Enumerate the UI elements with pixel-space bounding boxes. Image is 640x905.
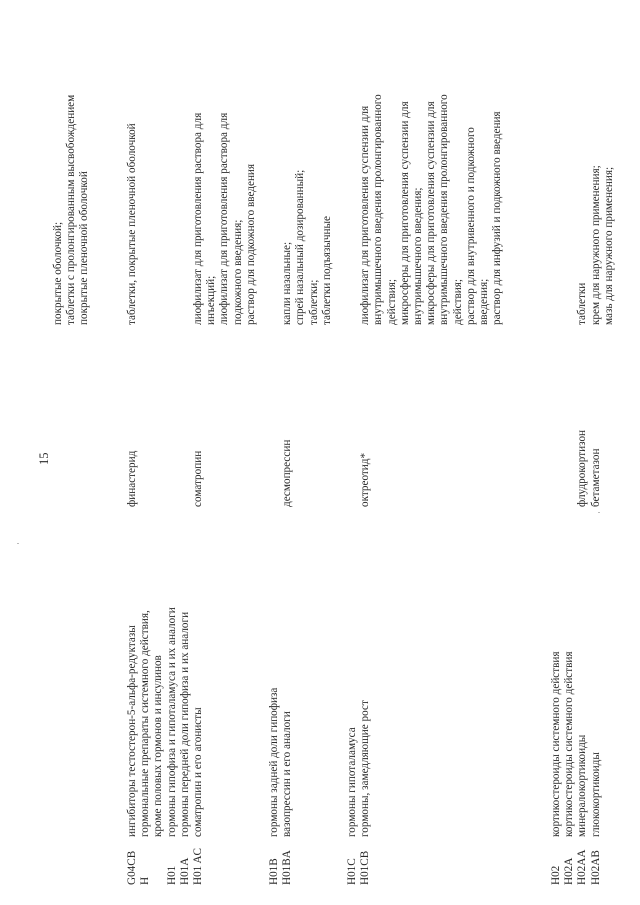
dosage-form: раствор для инфузий и подкожного введения [491, 111, 504, 325]
dosage-form: микросферы для приготовления суспензии для [398, 101, 411, 325]
drug-name-cell [126, 367, 205, 507]
drug-name-cell [550, 367, 603, 507]
dosage-form: спрей назальный дозированный; [294, 169, 307, 325]
dosage-form: действия; [451, 278, 464, 325]
atc-code: H01C [346, 858, 358, 885]
group-name: гормоны гипоталамуса [346, 727, 358, 837]
dosage-form [139, 0, 152, 325]
dosage-form-cell [346, 0, 504, 325]
group-name: гормоны, замедляющие рост [359, 700, 372, 837]
dosage-form [152, 0, 165, 325]
drug-name-cell [268, 367, 294, 507]
dosage-form: таблетки [576, 282, 589, 325]
drug-name [563, 367, 576, 507]
dosage-form: капли назальные; [281, 241, 294, 325]
atc-code: H01A [178, 857, 191, 885]
drug-name: десмопрессин [281, 439, 294, 507]
dosage-form: действия; [385, 278, 398, 325]
drug-name: флудрокортизон [576, 429, 589, 507]
drug-name [550, 367, 563, 507]
dosage-form: лиофилизат для приготовления суспензии для [359, 105, 372, 325]
dosage-form: покрытые оболочкой; [52, 221, 64, 325]
atc-code: H02 [550, 865, 562, 885]
dosage-form-cell [126, 0, 258, 325]
group-name: соматропин и его агонисты [191, 707, 204, 837]
dosage-form: внутримышечного введения пролонгированного [372, 94, 385, 325]
dosage-form: подкожного введения; [231, 219, 244, 325]
drug-name [152, 367, 165, 507]
drug-name-cell [346, 367, 372, 507]
atc-code: H01CB [359, 850, 372, 885]
dosage-form: микросферы для приготовления суспензии для [425, 101, 438, 325]
dosage-form: внутримышечного введения; [411, 187, 424, 325]
atc-code: H01 [165, 865, 178, 885]
dosage-form: мазь для наружного применения; [602, 166, 615, 325]
dosage-form-cell [268, 0, 334, 325]
group-name: кортикостероиды системного действия [550, 651, 562, 837]
dosage-form: таблетки с пролонгированным высвобождением [65, 94, 78, 325]
group-name: гормоны задней доли гипофиза [268, 687, 280, 837]
group-name-cell [268, 507, 294, 837]
dosage-form [166, 0, 179, 325]
dosage-form: лиофилизат для приготовления раствора для [191, 112, 204, 325]
dosage-form [268, 0, 281, 325]
dosage-form [550, 0, 563, 325]
atc-code: H02AA [576, 849, 589, 885]
dosage-form: таблетки; [307, 279, 320, 325]
atc-code: H02AB [589, 850, 602, 885]
drug-name [346, 367, 359, 507]
dosage-form [563, 0, 576, 325]
dosage-form: внутримышечного введения пролонгированного [438, 94, 451, 325]
group-name: кроме половых гормонов и инсулинов [152, 655, 165, 837]
dosage-form-cell [550, 0, 616, 325]
atc-code: G04CB [126, 850, 138, 885]
group-name: кортикостероиды системного действия [563, 651, 576, 837]
dosage-form: лиофилизат для приготовления раствора для [218, 112, 231, 325]
group-name-cell [346, 507, 372, 837]
dosage-form: крем для наружного применения; [589, 165, 602, 325]
dosage-form: таблетки, покрытые пленочной оболочкой [126, 123, 138, 325]
drug-name [179, 367, 192, 507]
dosage-form-cell [52, 0, 92, 325]
dosage-form: покрытые пленочной оболочкой [78, 171, 91, 325]
dosage-form [179, 0, 192, 325]
scan-speck [17, 543, 19, 544]
atc-code: H01 AC [191, 848, 204, 885]
group-name: гормоны передней доли гипофиза и их аналоги [178, 611, 191, 837]
drug-name: соматропин [191, 450, 204, 507]
page-number: 15 [37, 452, 51, 465]
dosage-form: инъекций; [205, 275, 218, 325]
group-name: гормоны гипофиза и гипоталамуса и их аналоги [165, 607, 178, 837]
scan-speck [598, 512, 600, 513]
group-name-cell [126, 507, 205, 837]
dosage-form: раствор для подкожного введения [244, 163, 257, 325]
group-name: минералокортикоиды [576, 734, 589, 837]
group-name: ингибиторы тестостерон-5-альфа-редуктазы [126, 625, 138, 837]
drug-name: бетаметазон [589, 448, 602, 507]
drug-name [166, 367, 179, 507]
group-name: глюкокортикоиды [589, 752, 602, 837]
dosage-form: таблетки подъязычные [320, 216, 333, 325]
atc-code: H [139, 876, 152, 885]
group-name: гормональные препараты системного действия, [139, 610, 152, 837]
atc-code: H01BA [281, 850, 294, 885]
dosage-form: введения; [477, 278, 490, 325]
drug-name: октреотид* [359, 452, 372, 507]
dosage-form [346, 0, 359, 325]
drug-name [268, 367, 281, 507]
drug-name: финастерид [126, 450, 138, 507]
dosage-form: раствор для внутривенного и подкожного [464, 127, 477, 325]
atc-code: H02A [563, 857, 576, 885]
group-name: вазопрессин и его аналоги [281, 711, 294, 837]
group-name-cell [550, 507, 603, 837]
drug-name [139, 367, 152, 507]
atc-code: H01B [268, 858, 280, 885]
